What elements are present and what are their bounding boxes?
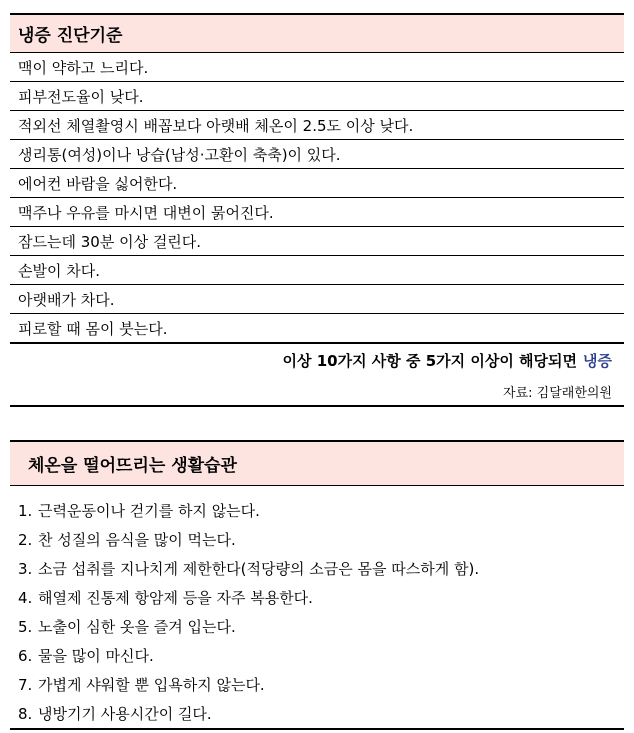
habit-text: 가볍게 샤워할 뿐 입욕하지 않는다.: [38, 676, 265, 694]
habit-item: [18, 496, 624, 525]
habit-number: 6.: [18, 646, 33, 665]
criteria-item: 맥주나 우유를 마시면 대변이 묽어진다.: [10, 198, 624, 227]
habit-item: [18, 525, 624, 554]
habit-number: 3.: [18, 559, 33, 578]
criteria-item: 에어컨 바람을 싫어한다.: [10, 169, 624, 198]
criteria-title: 냉증 진단기준: [10, 13, 624, 53]
habit-text: 찬 성질의 음식을 많이 먹는다.: [38, 531, 236, 549]
criteria-summary: [10, 343, 624, 377]
criteria-item: 잠드는데 30분 이상 걸린다.: [10, 227, 624, 256]
criteria-item: 피로할 때 몸이 붓는다.: [10, 314, 624, 343]
habit-number: 4.: [18, 588, 33, 607]
criteria-item: 아랫배가 차다.: [10, 285, 624, 314]
habit-number: 8.: [18, 704, 33, 723]
source-credit: 자료: 김달래한의원: [10, 377, 624, 407]
habit-text: 냉방기기 사용시간이 길다.: [38, 705, 212, 723]
habit-number: 2.: [18, 530, 33, 549]
summary-text: 이상 10가지 사항 중 5가지 이상이 해당되면: [282, 352, 578, 370]
habit-text: 소금 섭취를 지나치게 제한한다(적당량의 소금은 몸을 따스하게 함).: [38, 560, 480, 578]
habits-title: 체온을 떨어뜨리는 생활습관: [10, 440, 624, 486]
criteria-item: 맥이 약하고 느리다.: [10, 53, 624, 82]
habit-text: 근력운동이나 걷기를 하지 않는다.: [38, 502, 260, 520]
habit-item: [18, 583, 624, 612]
habit-item: [18, 554, 624, 583]
habits-table: [10, 440, 624, 730]
diagnosis-criteria-table: [10, 13, 624, 407]
habit-item: [18, 670, 624, 699]
criteria-item: 손발이 차다.: [10, 256, 624, 285]
habit-text: 해열제 진통제 항암제 등을 자주 복용한다.: [38, 589, 313, 607]
habits-list: [10, 486, 624, 730]
criteria-list: [10, 53, 624, 343]
habit-number: 5.: [18, 617, 33, 636]
criteria-item: 생리통(여성)이나 낭습(남성·고환이 축축)이 있다.: [10, 140, 624, 169]
summary-accent: 냉증: [583, 352, 612, 370]
habit-text: 노출이 심한 옷을 즐겨 입는다.: [38, 618, 236, 636]
habit-number: 7.: [18, 675, 33, 694]
habit-item: [18, 641, 624, 670]
habit-text: 물을 많이 마신다.: [38, 647, 154, 665]
habit-number: 1.: [18, 501, 33, 520]
criteria-item: 피부전도율이 낮다.: [10, 82, 624, 111]
criteria-item: 적외선 체열촬영시 배꼽보다 아랫배 체온이 2.5도 이상 낮다.: [10, 111, 624, 140]
habit-item: [18, 699, 624, 728]
habit-item: [18, 612, 624, 641]
